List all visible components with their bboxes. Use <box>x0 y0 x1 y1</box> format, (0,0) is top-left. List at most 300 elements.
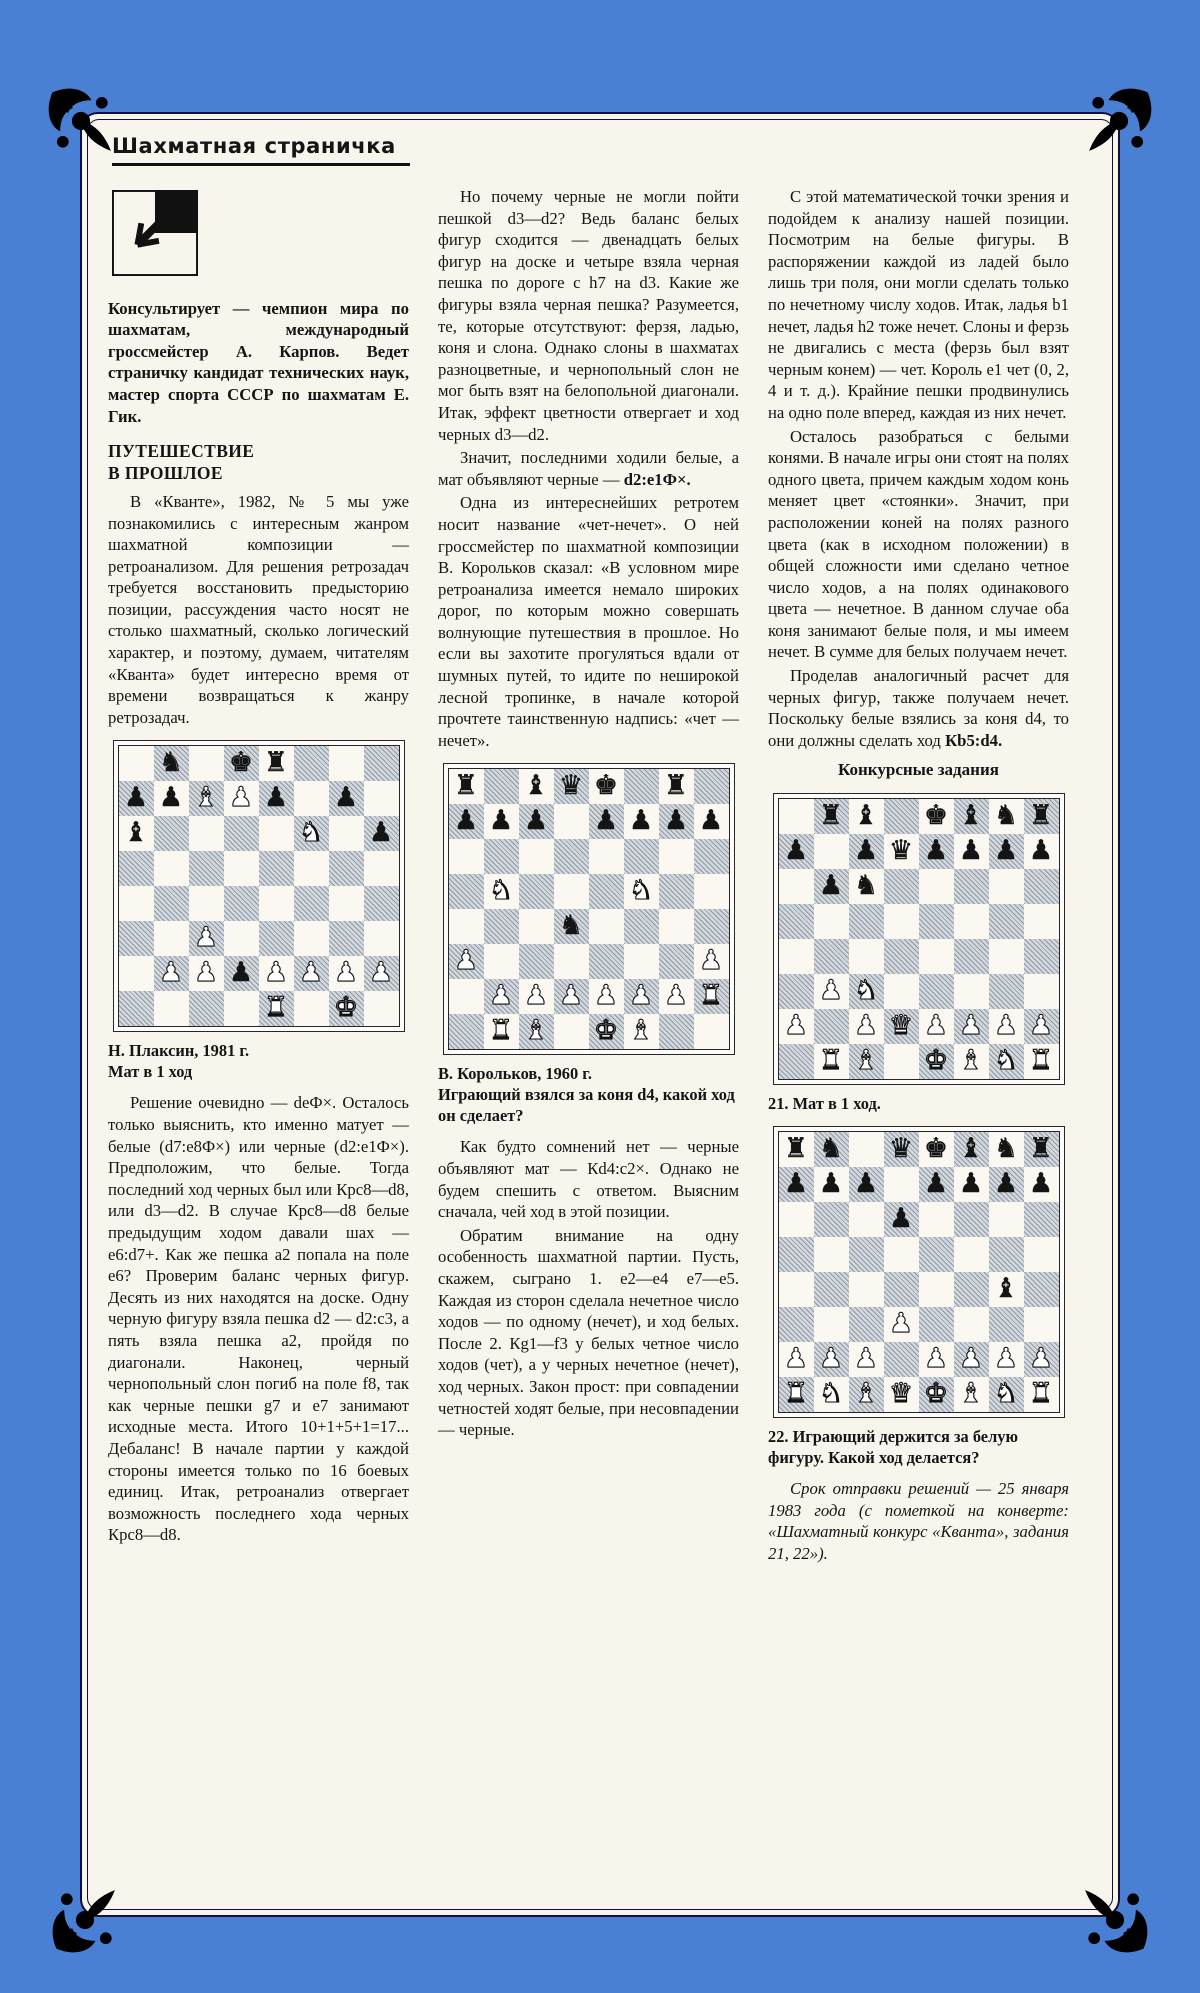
black-chess-piece-icon: ♜ <box>263 747 289 779</box>
deadline-note: Срок отправки решений — 25 января 1983 года (с пометкой на конверте: «Шахматный конкурс «Кванта», задания 21, 22»). <box>768 1479 1069 1563</box>
board-square <box>884 1044 919 1079</box>
white-chess-piece-icon: ♟ <box>1028 1010 1054 1042</box>
board-square <box>849 1272 884 1307</box>
board-square <box>1024 1342 1059 1377</box>
board-square <box>259 851 294 886</box>
board-square <box>814 799 849 834</box>
black-chess-piece-icon: ♜ <box>783 1133 809 1165</box>
board-square <box>554 1014 589 1049</box>
board-square <box>814 1237 849 1272</box>
board-square <box>954 1202 989 1237</box>
board-square <box>884 869 919 904</box>
board-square <box>364 781 399 816</box>
board-square <box>989 1307 1024 1342</box>
board-square <box>919 1044 954 1079</box>
board-square <box>779 1132 814 1167</box>
paragraph: Как будто сомнений нет — черные объявляют мат — Кd4:c2×. Однако не будем спешить с ответом. Выясним сначала, чей ход в этой позиции. <box>438 1137 739 1222</box>
board-square <box>1024 1044 1059 1079</box>
black-chess-piece-icon: ♞ <box>158 747 184 779</box>
board-square <box>989 974 1024 1009</box>
black-chess-piece-icon: ♟ <box>368 817 394 849</box>
white-chess-piece-icon: ♚ <box>923 1378 949 1410</box>
diagram-caption-task: Играющий взялся за коня d4, какой ход он сделает? <box>438 1085 735 1126</box>
board-square <box>329 781 364 816</box>
board-square <box>154 746 189 781</box>
board-square <box>919 939 954 974</box>
board-square <box>849 1132 884 1167</box>
black-chess-piece-icon: ♟ <box>698 805 724 837</box>
black-chess-piece-icon: ♟ <box>228 957 254 989</box>
black-chess-piece-icon: ♛ <box>558 770 584 802</box>
board-square <box>624 804 659 839</box>
white-chess-piece-icon: ♞ <box>488 875 514 907</box>
white-chess-piece-icon: ♟ <box>488 980 514 1012</box>
black-chess-piece-icon: ♜ <box>453 770 479 802</box>
board-square <box>919 834 954 869</box>
board-square <box>779 1009 814 1044</box>
black-chess-piece-icon: ♚ <box>923 1133 949 1165</box>
board-square <box>694 1014 729 1049</box>
board-square <box>989 1377 1024 1412</box>
board-square <box>484 874 519 909</box>
white-chess-piece-icon: ♟ <box>698 945 724 977</box>
board-square <box>849 1237 884 1272</box>
white-chess-piece-icon: ♟ <box>958 1010 984 1042</box>
board-square <box>989 1202 1024 1237</box>
board-square <box>189 956 224 991</box>
page-title: Шахматная страничка <box>112 134 410 166</box>
black-chess-piece-icon: ♞ <box>818 1133 844 1165</box>
board-square <box>519 839 554 874</box>
board-square <box>624 839 659 874</box>
white-chess-piece-icon: ♟ <box>628 980 654 1012</box>
board-square <box>364 746 399 781</box>
board-square <box>519 979 554 1014</box>
black-chess-piece-icon: ♟ <box>958 835 984 867</box>
board-square <box>919 904 954 939</box>
black-chess-piece-icon: ♞ <box>558 910 584 942</box>
black-chess-piece-icon: ♟ <box>1028 835 1054 867</box>
board-square <box>779 799 814 834</box>
board-square <box>484 1014 519 1049</box>
black-chess-piece-icon: ♜ <box>818 800 844 832</box>
white-chess-piece-icon: ♟ <box>888 1308 914 1340</box>
board-square <box>884 1132 919 1167</box>
black-chess-piece-icon: ♞ <box>993 800 1019 832</box>
white-chess-piece-icon: ♟ <box>558 980 584 1012</box>
column-2 <box>438 186 739 1443</box>
board-square <box>364 956 399 991</box>
white-chess-piece-icon: ♛ <box>888 1010 914 1042</box>
board-square <box>919 974 954 1009</box>
board-square <box>814 1167 849 1202</box>
board-square <box>954 1377 989 1412</box>
board-square <box>919 1009 954 1044</box>
white-chess-piece-icon: ♟ <box>263 957 289 989</box>
board-square <box>694 804 729 839</box>
board-square <box>989 1044 1024 1079</box>
white-chess-piece-icon: ♜ <box>698 980 724 1012</box>
board-square <box>989 799 1024 834</box>
board-square <box>919 1132 954 1167</box>
chess-diagram-korolkov <box>443 763 735 1055</box>
contest-heading: Конкурсные задания <box>838 760 999 780</box>
white-chess-piece-icon: ♟ <box>958 1343 984 1375</box>
black-chess-piece-icon: ♝ <box>958 800 984 832</box>
column-1 <box>108 186 409 1548</box>
board-square <box>954 799 989 834</box>
diagram-caption <box>108 1040 409 1082</box>
board-square <box>449 909 484 944</box>
board-square <box>814 1132 849 1167</box>
white-chess-piece-icon: ♟ <box>228 782 254 814</box>
board-square <box>589 874 624 909</box>
black-chess-piece-icon: ♟ <box>628 805 654 837</box>
board-square <box>779 1272 814 1307</box>
page-content <box>108 132 1092 1895</box>
board-square <box>294 956 329 991</box>
black-chess-piece-icon: ♟ <box>488 805 514 837</box>
column-3 <box>768 186 1069 1566</box>
board-square <box>694 909 729 944</box>
board-square <box>919 1342 954 1377</box>
board-square <box>659 804 694 839</box>
chess-board <box>448 768 730 1050</box>
board-square <box>954 974 989 1009</box>
board-square <box>814 1342 849 1377</box>
white-chess-piece-icon: ♜ <box>1028 1045 1054 1077</box>
board-square <box>449 1014 484 1049</box>
board-square <box>519 909 554 944</box>
white-chess-piece-icon: ♝ <box>193 782 219 814</box>
black-chess-piece-icon: ♝ <box>853 800 879 832</box>
board-square <box>694 874 729 909</box>
white-chess-piece-icon: ♟ <box>193 957 219 989</box>
board-square <box>554 804 589 839</box>
board-square <box>954 1272 989 1307</box>
board-square <box>779 904 814 939</box>
board-square <box>1024 1132 1059 1167</box>
section-heading-line1: ПУТЕШЕСТВИЕ <box>108 441 255 462</box>
board-square <box>884 1167 919 1202</box>
board-square <box>884 939 919 974</box>
black-chess-piece-icon: ♚ <box>228 747 254 779</box>
corner-ornament-icon <box>46 1881 124 1959</box>
board-square <box>1024 1272 1059 1307</box>
board-square <box>989 904 1024 939</box>
board-square <box>554 839 589 874</box>
board-square <box>779 1237 814 1272</box>
board-square <box>814 904 849 939</box>
board-square <box>624 1014 659 1049</box>
board-square <box>364 921 399 956</box>
board-square <box>1024 869 1059 904</box>
board-square <box>694 769 729 804</box>
board-square <box>849 799 884 834</box>
board-square <box>364 991 399 1026</box>
black-chess-piece-icon: ♟ <box>123 782 149 814</box>
black-chess-piece-icon: ♝ <box>523 770 549 802</box>
board-square <box>849 869 884 904</box>
board-square <box>919 1307 954 1342</box>
board-square <box>1024 834 1059 869</box>
board-square <box>779 1377 814 1412</box>
black-chess-piece-icon: ♟ <box>923 835 949 867</box>
white-chess-piece-icon: ♟ <box>783 1343 809 1375</box>
board-square <box>659 874 694 909</box>
board-square <box>659 769 694 804</box>
paragraph: В «Кванте», 1982, № 5 мы уже познакомились с интересным жанром шахматной композиции — ретроанализом. Для решения ретрозадач требуется восстановить предысторию позиции, рассуждения часто носят не столько шахматный, сколько логический характер, и поэтому, думаем, читателям «Кванта» будет интересно время от времени возвращаться к жанру ретрозадач. <box>108 491 409 727</box>
board-square <box>779 1342 814 1377</box>
board-square <box>119 956 154 991</box>
board-square <box>224 991 259 1026</box>
paragraph-text: Значит, последними ходили белые, а мат объявляют черные — <box>438 448 739 489</box>
white-chess-piece-icon: ♜ <box>263 992 289 1024</box>
board-square <box>954 1132 989 1167</box>
board-square <box>224 956 259 991</box>
board-square <box>294 851 329 886</box>
paragraph-text: Проделав аналогичный расчет для черных фигур, также получаем нечет. Поскольку белые взялись за коня d4, то они должны сделать ход <box>768 666 1069 750</box>
board-square <box>849 1009 884 1044</box>
board-square <box>954 1009 989 1044</box>
board-square <box>849 1202 884 1237</box>
board-square <box>989 834 1024 869</box>
paragraph <box>768 665 1069 751</box>
board-square <box>119 991 154 1026</box>
black-chess-piece-icon: ♟ <box>1028 1168 1054 1200</box>
diagram-caption-author: Н. Плаксин, 1981 г. <box>108 1041 250 1061</box>
board-square <box>989 1009 1024 1044</box>
board-square <box>814 1272 849 1307</box>
board-square <box>259 781 294 816</box>
black-chess-piece-icon: ♟ <box>818 1168 844 1200</box>
white-chess-piece-icon: ♟ <box>1028 1343 1054 1375</box>
board-square <box>329 921 364 956</box>
white-chess-piece-icon: ♟ <box>993 1343 1019 1375</box>
board-square <box>884 799 919 834</box>
board-square <box>294 886 329 921</box>
black-chess-piece-icon: ♟ <box>593 805 619 837</box>
black-chess-piece-icon: ♝ <box>958 1133 984 1165</box>
board-square <box>189 816 224 851</box>
board-square <box>519 874 554 909</box>
black-chess-piece-icon: ♟ <box>888 1203 914 1235</box>
board-square <box>814 1202 849 1237</box>
board-square <box>919 1167 954 1202</box>
board-square <box>119 816 154 851</box>
board-square <box>954 1167 989 1202</box>
white-chess-piece-icon: ♟ <box>333 957 359 989</box>
section-heading-line2: В ПРОШЛОЕ <box>108 463 224 484</box>
board-square <box>624 769 659 804</box>
board-square <box>589 1014 624 1049</box>
black-chess-piece-icon: ♝ <box>123 817 149 849</box>
black-chess-piece-icon: ♟ <box>993 835 1019 867</box>
board-square <box>884 1237 919 1272</box>
board-square <box>954 1044 989 1079</box>
board-square <box>119 851 154 886</box>
board-square <box>779 834 814 869</box>
board-square <box>1024 1167 1059 1202</box>
board-square <box>119 886 154 921</box>
board-square <box>624 909 659 944</box>
board-square <box>224 746 259 781</box>
paragraph <box>438 447 739 490</box>
board-square <box>1024 799 1059 834</box>
page-frame <box>80 112 1120 1917</box>
board-square <box>484 769 519 804</box>
board-square <box>259 991 294 1026</box>
board-square <box>884 904 919 939</box>
board-square <box>364 851 399 886</box>
board-square <box>814 1307 849 1342</box>
corner-ornament-icon <box>42 82 120 160</box>
board-square <box>449 874 484 909</box>
board-square <box>259 816 294 851</box>
black-chess-piece-icon: ♟ <box>853 1168 879 1200</box>
board-square <box>1024 1307 1059 1342</box>
board-square <box>449 769 484 804</box>
board-square <box>919 1272 954 1307</box>
paragraph: Осталось разобраться с белыми конями. В начале игры они стоят на полях одного цвета, причем каждым ходом конь меняет цвет «стоянки». Значит, при расположении коней на полях разного цвета (как в исходном положении) в общей сложности ими сделано четное число ходов, а на полях одинакового цвета — нечетное. В данном случае оба коня занимают белые поля, и мы имеем нечет. В сумме для белых получаем нечет. <box>768 426 1069 662</box>
board-square <box>779 1202 814 1237</box>
board-square <box>849 1044 884 1079</box>
board-square <box>989 1167 1024 1202</box>
board-square <box>989 1272 1024 1307</box>
board-square <box>954 1237 989 1272</box>
chess-board <box>118 745 400 1027</box>
board-square <box>849 939 884 974</box>
board-square <box>849 974 884 1009</box>
board-square <box>849 904 884 939</box>
board-square <box>884 1202 919 1237</box>
board-square <box>294 816 329 851</box>
board-square <box>659 944 694 979</box>
board-square <box>694 944 729 979</box>
board-square <box>814 939 849 974</box>
board-square <box>519 944 554 979</box>
board-square <box>779 869 814 904</box>
board-square <box>519 804 554 839</box>
chess-column-logo-icon <box>112 190 198 276</box>
board-square <box>1024 1237 1059 1272</box>
white-chess-piece-icon: ♜ <box>818 1045 844 1077</box>
black-chess-piece-icon: ♟ <box>158 782 184 814</box>
board-square <box>954 834 989 869</box>
board-square <box>329 956 364 991</box>
board-square <box>1024 974 1059 1009</box>
board-square <box>1024 939 1059 974</box>
board-square <box>884 1307 919 1342</box>
board-square <box>329 746 364 781</box>
board-square <box>224 921 259 956</box>
board-square <box>954 1307 989 1342</box>
board-square <box>884 1272 919 1307</box>
board-square <box>484 944 519 979</box>
white-chess-piece-icon: ♟ <box>298 957 324 989</box>
chess-board <box>778 798 1060 1080</box>
board-square <box>919 1202 954 1237</box>
white-chess-piece-icon: ♟ <box>663 980 689 1012</box>
black-chess-piece-icon: ♛ <box>888 835 914 867</box>
board-square <box>1024 1009 1059 1044</box>
board-square <box>884 1009 919 1044</box>
paragraph: Одна из интереснейших ретротем носит название «чет-нечет». О ней гроссмейстер по шахматной композиции В. Корольков сказал: «В условном мире ретроанализа имеется немало широких дорог, по которым можно совершать волнующие путешествия в прошлое. Но если вы захотите прогуляться вдали от шумных путей, то идите по неширокой лесной тропинке, в начале которой прочтете таинственную надпись: «чет — нечет». <box>438 493 739 750</box>
board-square <box>294 746 329 781</box>
white-chess-piece-icon: ♝ <box>628 1015 654 1047</box>
white-chess-piece-icon: ♚ <box>923 1045 949 1077</box>
board-square <box>189 746 224 781</box>
board-square <box>154 816 189 851</box>
board-square <box>694 839 729 874</box>
board-square <box>954 1342 989 1377</box>
board-square <box>554 874 589 909</box>
white-chess-piece-icon: ♜ <box>488 1015 514 1047</box>
board-square <box>989 939 1024 974</box>
board-square <box>589 909 624 944</box>
black-chess-piece-icon: ♞ <box>853 870 879 902</box>
board-square <box>589 944 624 979</box>
paragraph: С этой математической точки зрения и подойдем к анализу нашей позиции. Посмотрим на белые фигуры. В распоряжении каждой из ладей было лишь три поля, они могли сделать только по нечетному числу ходов. Итак, ладья b1 нечет, ладья h2 тоже нечет. Слоны и ферзь не двигались с места (ферзь был взят черным конем) — чет. Король e1 чет (0, 2, 4 и т. д.). Крайние пешки продвинулись на одно поле вперед, каждая из них нечет. <box>768 187 1069 422</box>
task-22-caption: 22. Играющий держится за белую фигуру. Какой ход делается? <box>768 1427 1018 1468</box>
diagram-caption <box>768 1426 1069 1468</box>
white-chess-piece-icon: ♝ <box>958 1045 984 1077</box>
white-chess-piece-icon: ♟ <box>993 1010 1019 1042</box>
board-square <box>954 869 989 904</box>
board-square <box>659 1014 694 1049</box>
black-chess-piece-icon: ♟ <box>818 870 844 902</box>
board-square <box>884 974 919 1009</box>
white-chess-piece-icon: ♟ <box>818 1343 844 1375</box>
board-square <box>224 886 259 921</box>
board-square <box>364 816 399 851</box>
white-chess-piece-icon: ♟ <box>368 957 394 989</box>
black-chess-piece-icon: ♚ <box>923 800 949 832</box>
board-square <box>589 839 624 874</box>
board-square <box>884 834 919 869</box>
board-square <box>554 769 589 804</box>
board-square <box>484 839 519 874</box>
black-chess-piece-icon: ♜ <box>1028 800 1054 832</box>
board-square <box>989 1132 1024 1167</box>
board-square <box>779 974 814 1009</box>
black-chess-piece-icon: ♜ <box>1028 1133 1054 1165</box>
board-square <box>224 816 259 851</box>
diagram-caption <box>768 1093 1069 1114</box>
diagram-caption-task: Мат в 1 ход <box>108 1062 193 1082</box>
board-square <box>659 839 694 874</box>
chess-diagram-task-21 <box>773 793 1065 1085</box>
white-chess-piece-icon: ♚ <box>593 1015 619 1047</box>
board-square <box>484 804 519 839</box>
board-square <box>1024 1202 1059 1237</box>
black-chess-piece-icon: ♟ <box>853 835 879 867</box>
black-chess-piece-icon: ♟ <box>663 805 689 837</box>
black-chess-piece-icon: ♟ <box>263 782 289 814</box>
board-square <box>189 781 224 816</box>
board-square <box>954 939 989 974</box>
board-square <box>554 909 589 944</box>
board-square <box>849 834 884 869</box>
board-square <box>814 974 849 1009</box>
board-square <box>989 1342 1024 1377</box>
white-chess-piece-icon: ♟ <box>923 1010 949 1042</box>
board-square <box>884 1342 919 1377</box>
white-chess-piece-icon: ♝ <box>853 1378 879 1410</box>
section-heading <box>108 441 409 485</box>
board-square <box>589 804 624 839</box>
white-chess-piece-icon: ♞ <box>628 875 654 907</box>
